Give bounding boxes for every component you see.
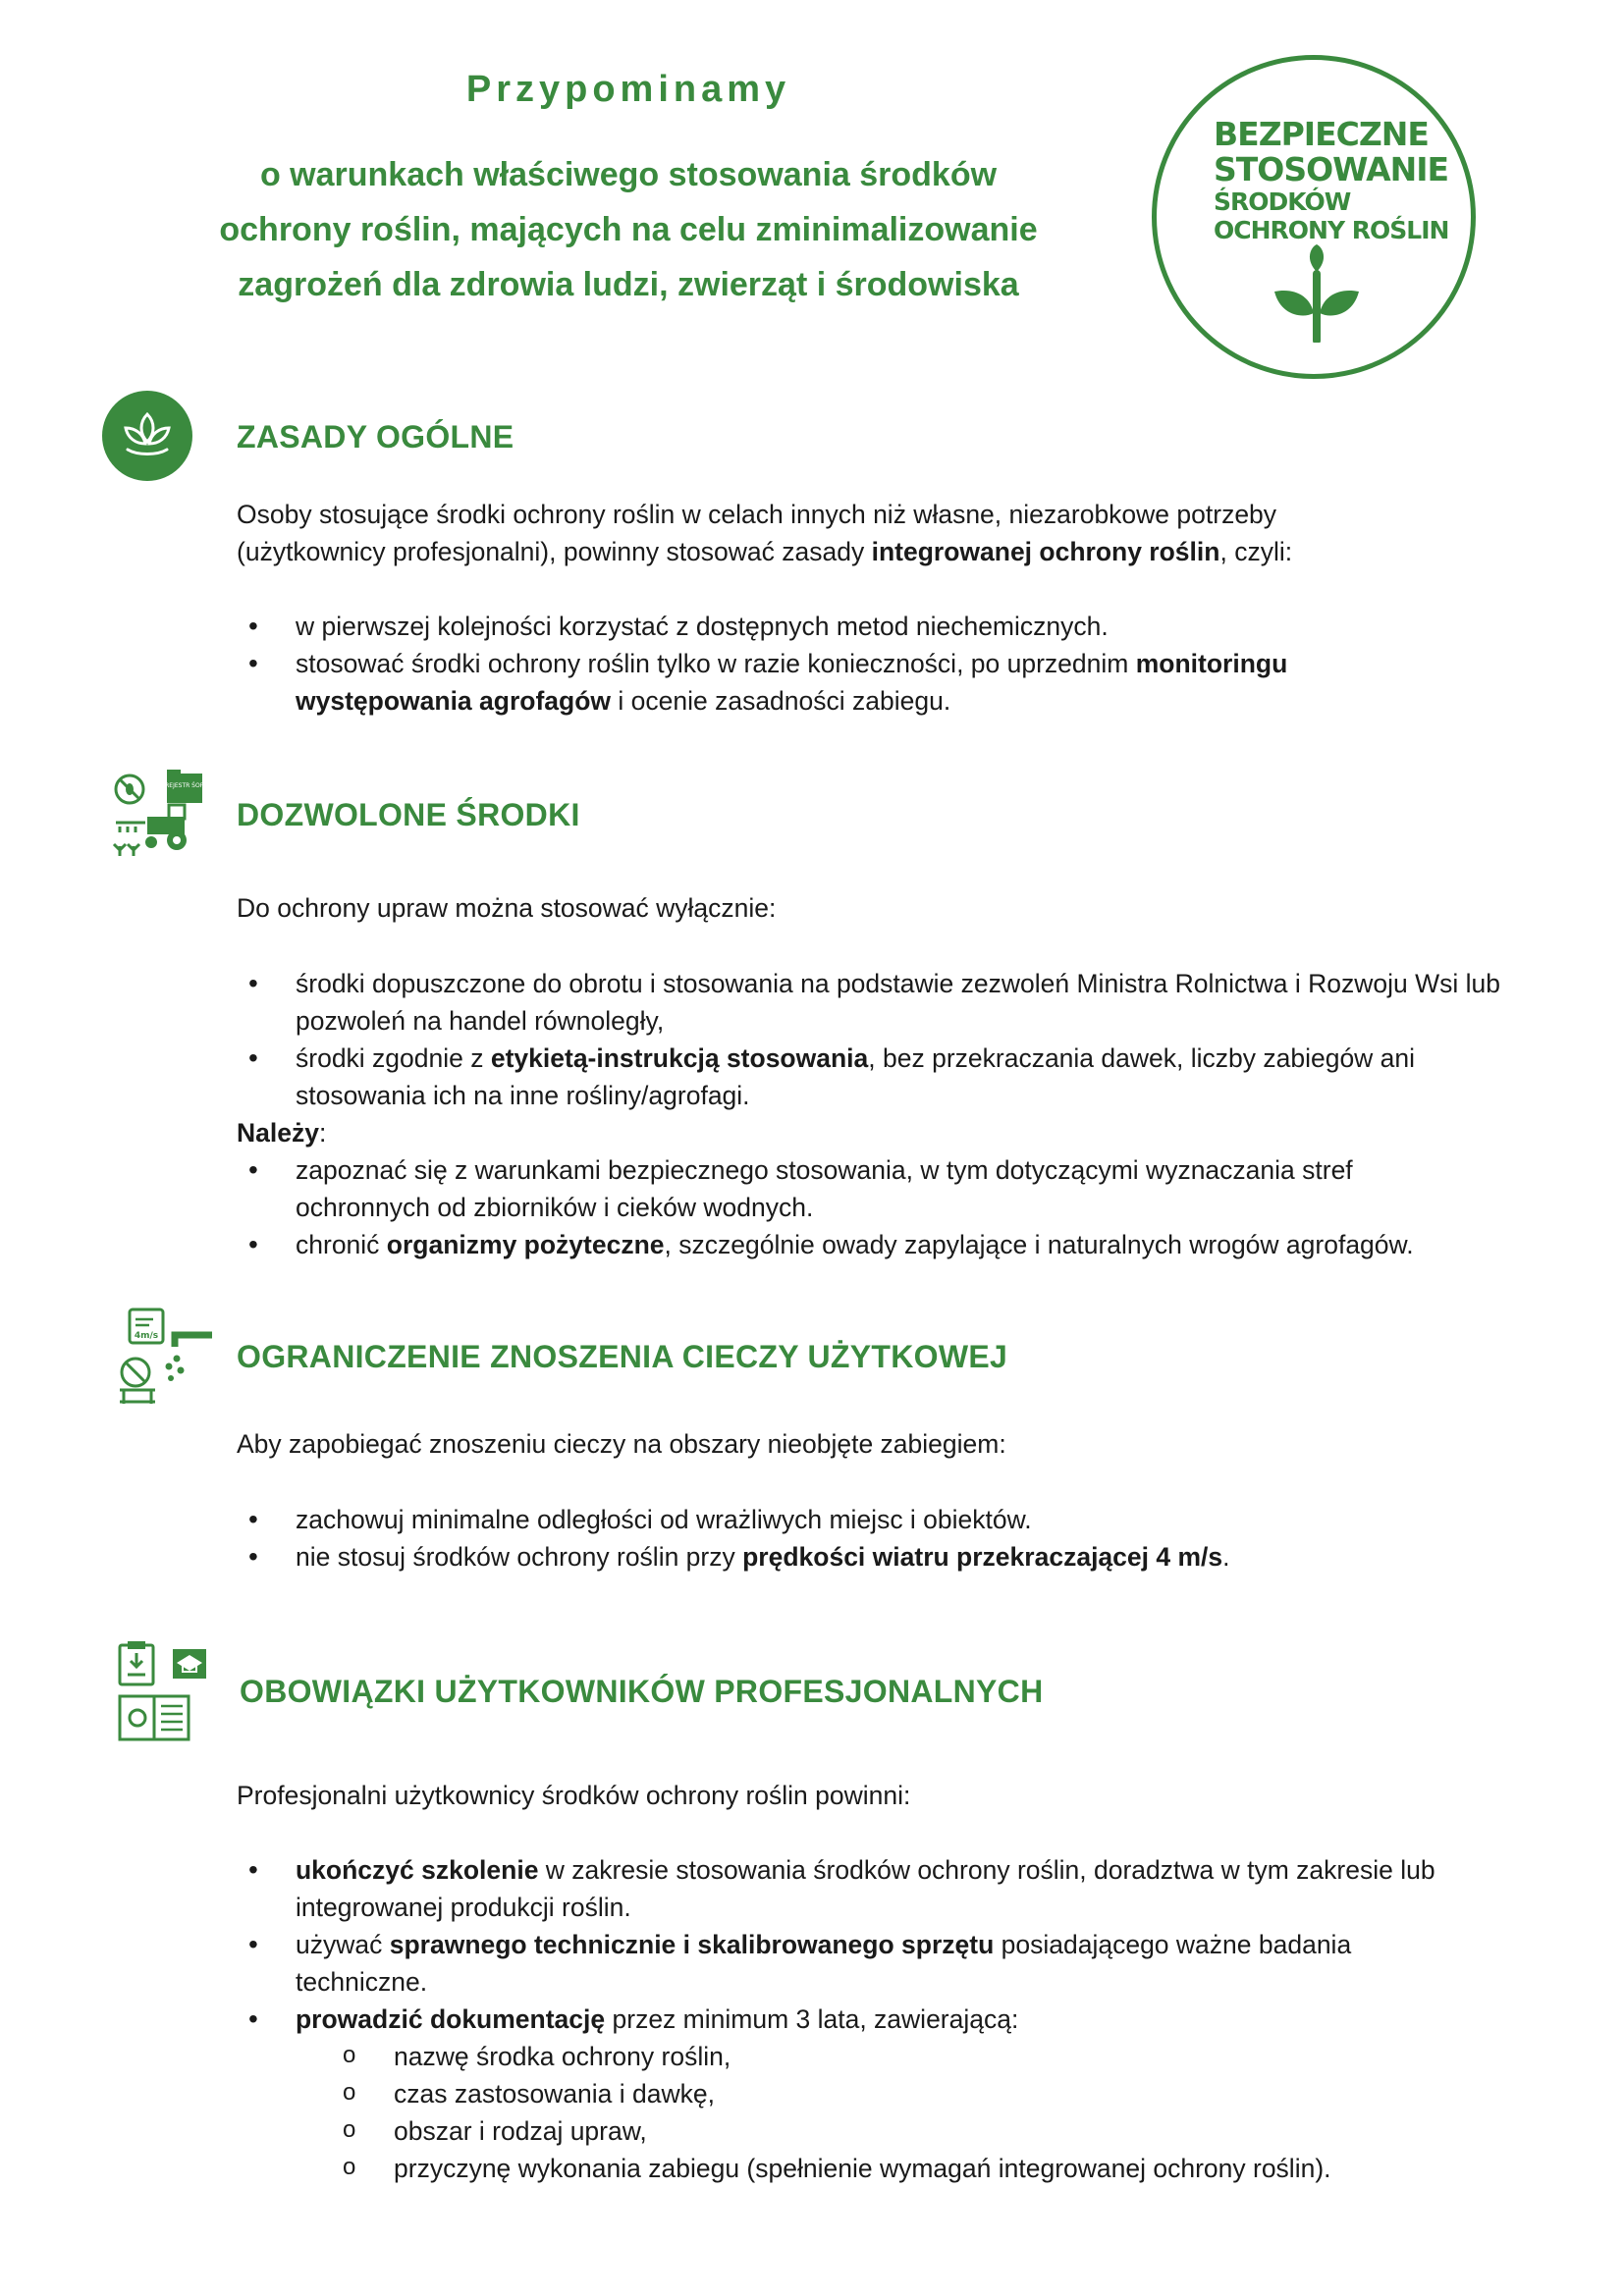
text-span: środki zgodnie z bbox=[296, 1043, 491, 1073]
text-span: chronić bbox=[296, 1230, 387, 1259]
list-item bbox=[237, 1151, 1474, 1226]
bold-text: sprawnego technicznie i skalibrowanego sprzętu bbox=[389, 1930, 995, 1959]
text-span: . bbox=[1222, 1542, 1230, 1572]
list-item bbox=[237, 608, 1415, 645]
text-span: przez minimum 3 lata, zawierającą: bbox=[605, 2004, 1019, 2034]
campaign-logo bbox=[1152, 55, 1476, 379]
drift-list bbox=[237, 1501, 1474, 1575]
duties-list bbox=[237, 1851, 1474, 2038]
page-title: Przypominamy bbox=[465, 69, 791, 110]
sprout-icon bbox=[1272, 244, 1361, 343]
subtitle-line: o warunkach właściwego stosowania środków bbox=[259, 156, 998, 193]
subtitle-line: zagrożeń dla zdrowia ludzi, zwierząt i środowiska bbox=[238, 266, 1019, 303]
page-subtitle bbox=[167, 147, 1090, 312]
sublist-item: o nazwę środka ochrony roślin, bbox=[237, 2038, 1513, 2075]
bold-text: integrowanej ochrony roślin bbox=[871, 537, 1220, 566]
text-span: , bez przekraczania dawek, liczby zabiegów ani stosowania ich na inne rośliny/agrofagi. bbox=[296, 1043, 1416, 1110]
logo-line: ŚRODKÓW bbox=[1214, 187, 1351, 216]
list-item bbox=[237, 645, 1415, 720]
bold-text: monitoringu występowania agrofagów bbox=[296, 649, 1288, 716]
sublist-item: o przyczynę wykonania zabiegu (spełnienie wymagań integrowanej ochrony roślin). bbox=[237, 2150, 1513, 2187]
list-item bbox=[237, 965, 1503, 1040]
leaf-circle-icon bbox=[102, 391, 192, 481]
list-item bbox=[237, 1226, 1474, 1263]
text-span: nie stosuj środków ochrony roślin przy bbox=[296, 1542, 743, 1572]
text-span: w zakresie stosowania środków ochrony roślin, doradztwa w tym zakresie lub integrowanej produkcji roślin. bbox=[296, 1855, 1435, 1922]
drift-intro: Aby zapobiegać znoszeniu cieczy na obszary nieobjęte zabiegiem: bbox=[237, 1429, 1006, 1459]
text-span: : bbox=[318, 1118, 327, 1148]
list-item bbox=[237, 1926, 1474, 2001]
logo-line: BEZPIECZNE bbox=[1214, 115, 1429, 153]
list-item bbox=[237, 1040, 1503, 1114]
wind-speed-label: 4m/s bbox=[134, 1331, 159, 1341]
bold-text: organizmy pożyteczne bbox=[386, 1230, 665, 1259]
must-list bbox=[237, 1151, 1474, 1263]
bold-text: prowadzić dokumentację bbox=[296, 2004, 606, 2034]
text-span: (użytkownicy profesjonalni), powinny stosować zasady bbox=[237, 537, 872, 566]
documentation-sublist bbox=[237, 2038, 1513, 2187]
logo-text bbox=[1214, 117, 1448, 244]
text-span: stosować środki ochrony roślin tylko w razie konieczności, po uprzednim bbox=[296, 649, 1136, 678]
tractor-icon bbox=[112, 768, 210, 862]
general-list bbox=[237, 608, 1415, 720]
bold-text: etykietą-instrukcją stosowania bbox=[490, 1043, 869, 1073]
text-span: i ocenie zasadności zabiegu. bbox=[611, 686, 951, 716]
text-span: posiadającego ważne badania techniczne. bbox=[296, 1930, 1352, 1997]
duties-intro: Profesjonalni użytkownicy środków ochrony roślin powinni: bbox=[237, 1781, 911, 1810]
text-span: zachowuj minimalne odległości od wrażliwych miejsc i obiektów. bbox=[296, 1505, 1032, 1534]
bold-text: prędkości wiatru przekraczającej 4 m/s bbox=[742, 1542, 1223, 1572]
text-span: , szczególnie owady zapylające i naturalnych wrogów agrofagów. bbox=[664, 1230, 1414, 1259]
text-span: w pierwszej kolejności korzystać z dostępnych metod niechemicznych. bbox=[296, 612, 1109, 641]
register-label: REJESTR ŚOR bbox=[165, 782, 204, 789]
documents-education-icon bbox=[118, 1639, 212, 1741]
text-span: zapoznać się z warunkami bezpiecznego stosowania, w tym dotyczącymi wyznaczania stref ochronnych od zbiorników i cieków wodnych. bbox=[296, 1155, 1353, 1222]
logo-line: STOSOWANIE bbox=[1214, 150, 1449, 188]
sublist-item: o czas zastosowania i dawkę, bbox=[237, 2075, 1513, 2112]
text-span: używać bbox=[296, 1930, 390, 1959]
allowed-intro: Do ochrony upraw można stosować wyłącznie: bbox=[237, 893, 777, 923]
logo-line: OCHRONY ROŚLIN bbox=[1214, 216, 1449, 244]
section-title-allowed: DOZWOLONE ŚRODKI bbox=[237, 797, 580, 832]
sublist-item: o obszar i rodzaj upraw, bbox=[237, 2112, 1513, 2150]
list-item bbox=[237, 1851, 1474, 1926]
must-label bbox=[237, 1114, 326, 1151]
list-item bbox=[237, 1538, 1474, 1575]
text-span: środki dopuszczone do obrotu i stosowania na podstawie zezwoleń Ministra Rolnictwa i Rozwoju Wsi lub pozwoleń na handel równoległy, bbox=[296, 969, 1500, 1036]
bold-text: Należy bbox=[237, 1118, 319, 1148]
list-item bbox=[237, 1501, 1474, 1538]
text-span: , czyli: bbox=[1219, 537, 1293, 566]
bold-text: ukończyć szkolenie bbox=[296, 1855, 539, 1885]
section-title-drift: OGRANICZENIE ZNOSZENIA CIECZY UŻYTKOWEJ bbox=[237, 1339, 1008, 1374]
section-title-duties: OBOWIĄZKI UŻYTKOWNIKÓW PROFESJONALNYCH bbox=[240, 1674, 1044, 1709]
subtitle-line: ochrony roślin, mających na celu zminimalizowanie bbox=[219, 211, 1038, 248]
section-title-general: ZASADY OGÓLNE bbox=[237, 419, 514, 454]
list-item bbox=[237, 2001, 1474, 2038]
text-line bbox=[237, 533, 1513, 570]
wind-spray-icon bbox=[114, 1308, 222, 1406]
text-line: Osoby stosujące środki ochrony roślin w celach innych niż własne, niezarobkowe potrzeby bbox=[237, 500, 1277, 529]
general-intro bbox=[237, 496, 1513, 570]
allowed-list bbox=[237, 965, 1503, 1114]
